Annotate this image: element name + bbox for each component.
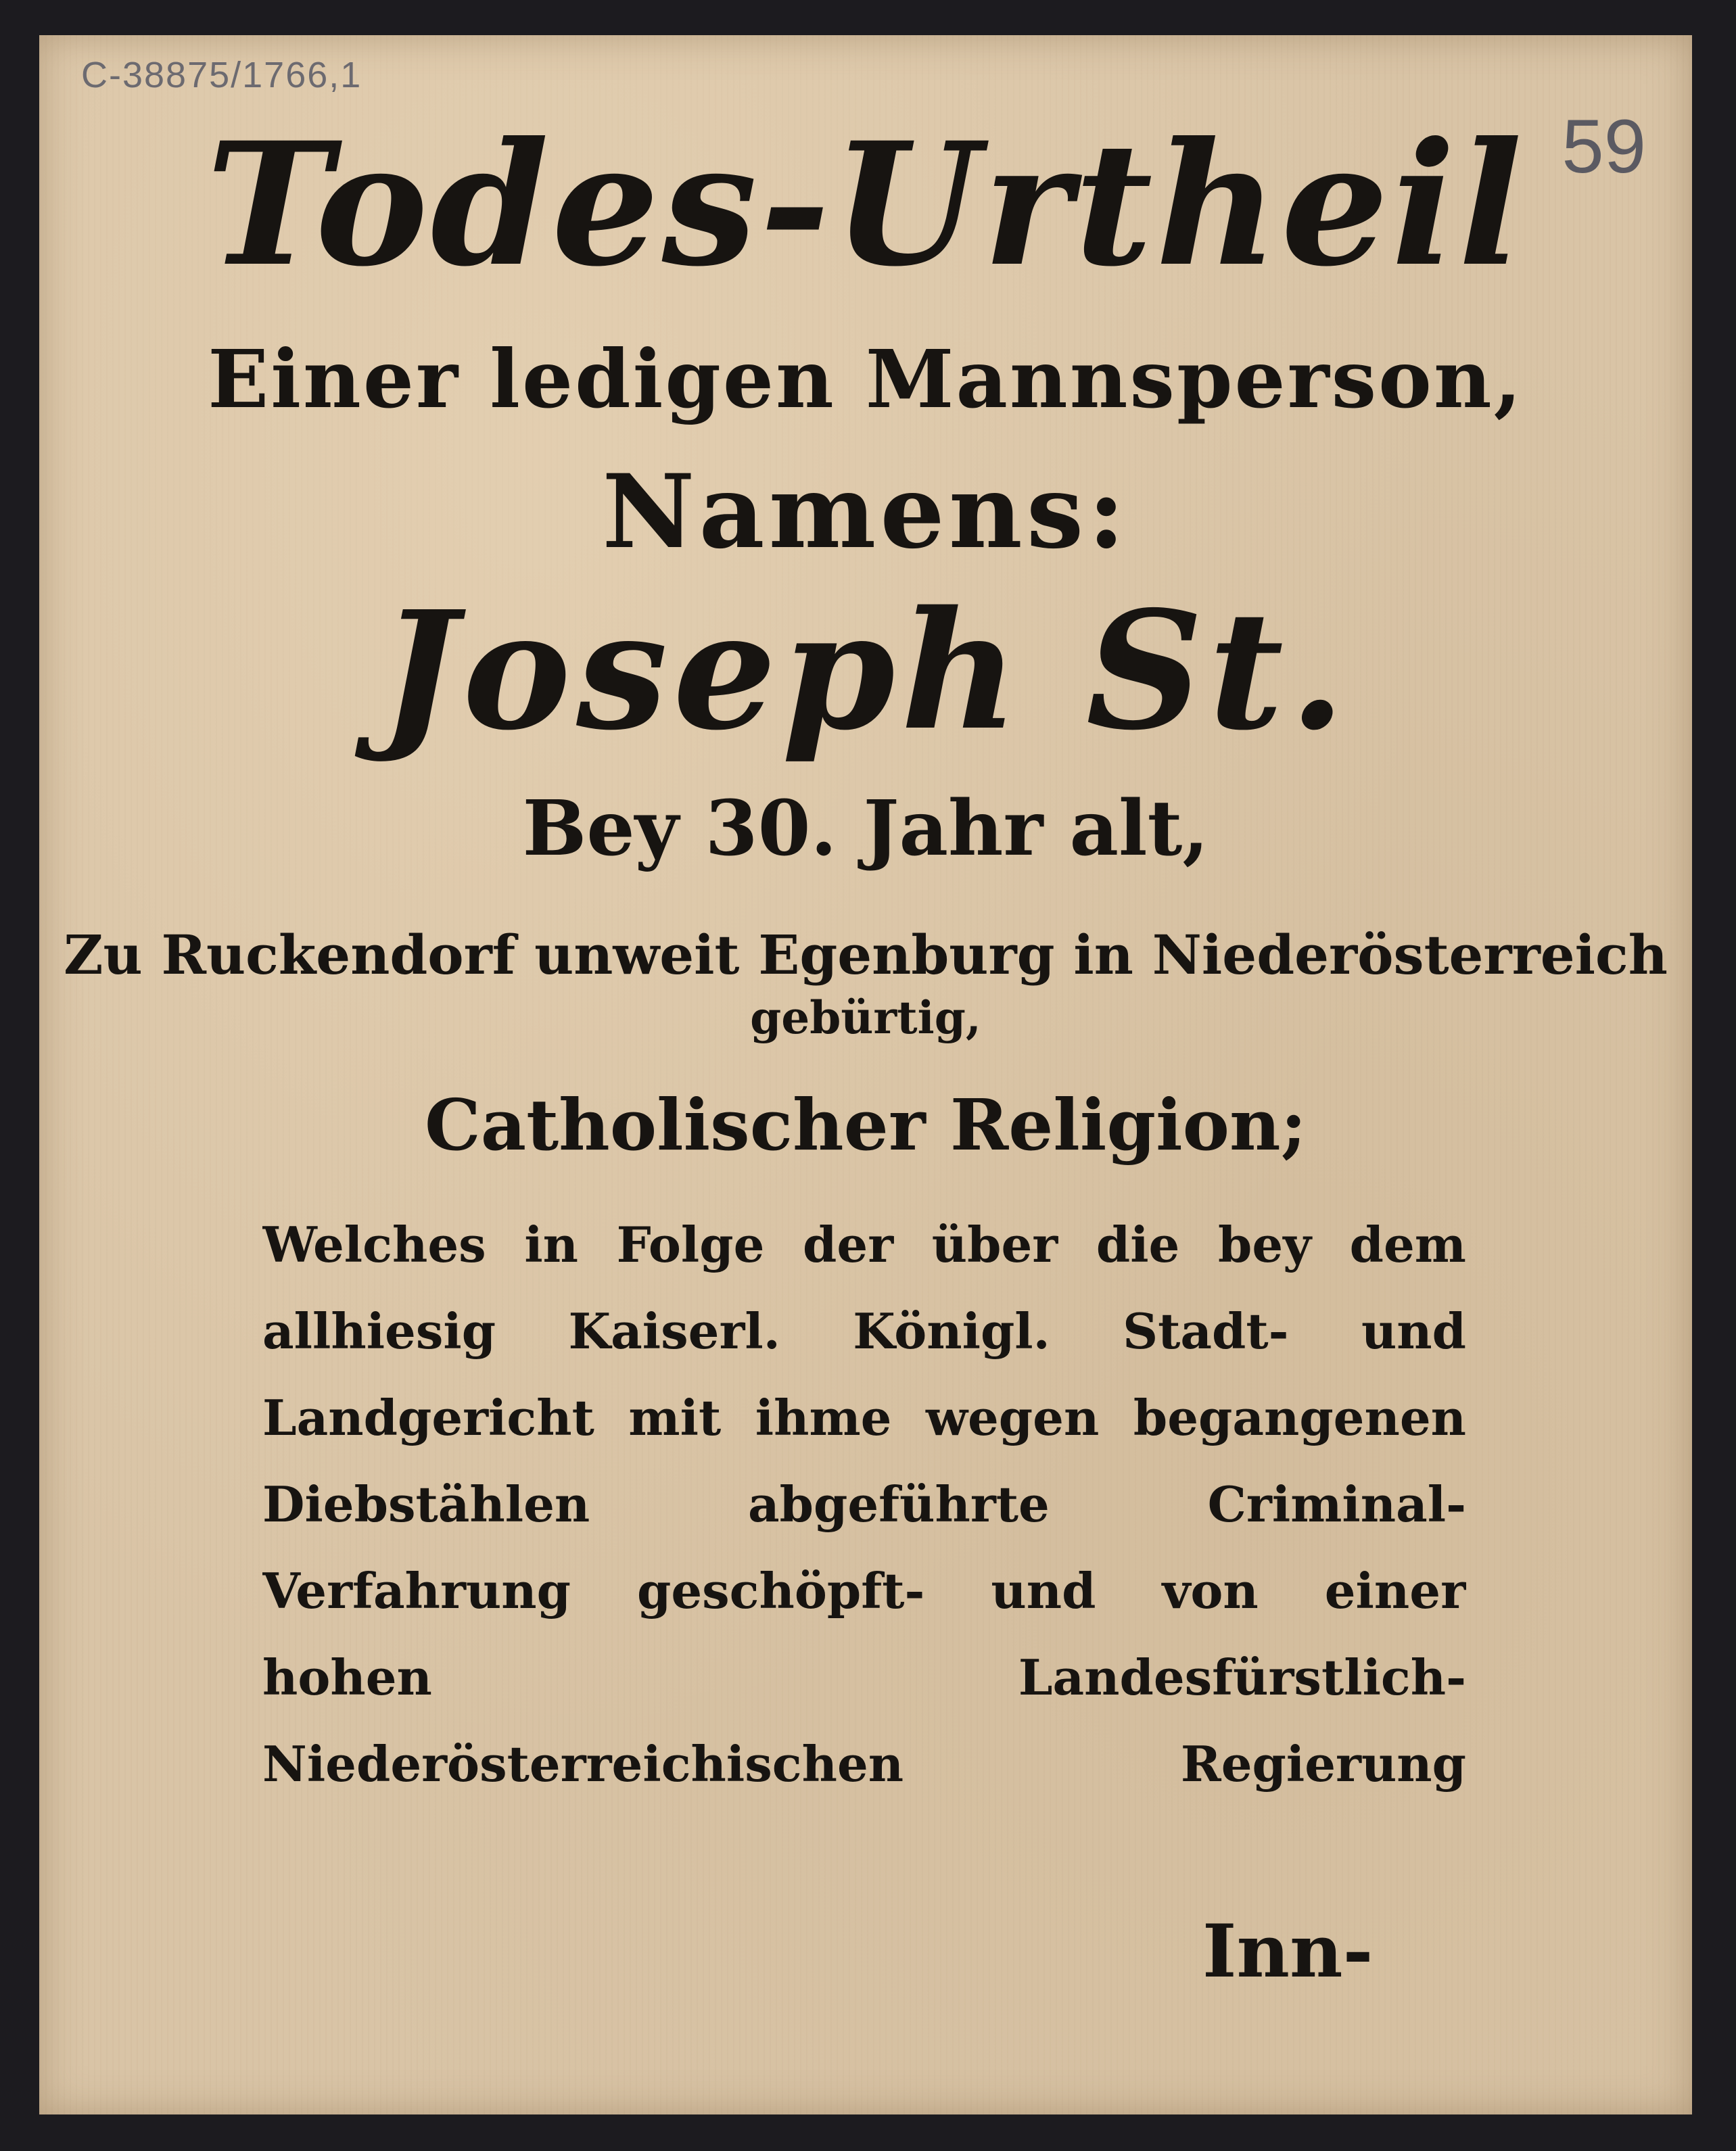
religion-line: Catholischer Religion; <box>424 1083 1307 1166</box>
origin-line-1: Zu Ruckendorf unweit Egenburg in Niederösterreich <box>64 923 1668 987</box>
origin-line-2: gebürtig, <box>750 991 981 1044</box>
catchword: Inn- <box>1202 1909 1374 1994</box>
folio-number: 59 <box>1562 104 1646 189</box>
archive-signature-mark: C-38875/1766,1 <box>81 55 362 95</box>
body-paragraph: Welches in Folge der über die bey dem allhiesig Kaiserl. Königl. Stadt- und Landgericht mit ihme wegen begangenen Diebstählen abgeführte Criminal-Verfahrung geschöpft- und von einer hohen Landesfürstlich-Niederösterreichischen Regierung <box>262 1216 1466 1793</box>
document-page <box>39 35 1692 2114</box>
subtitle-line-2: Namens: <box>602 452 1129 571</box>
subtitle-line-1: Einer ledigen Mannsperson, <box>208 332 1524 426</box>
age-line: Bey 30. Jahr alt, <box>522 784 1209 873</box>
person-name: Joseph St. <box>380 575 1351 766</box>
document-title: Todes-Urtheil <box>206 105 1526 304</box>
